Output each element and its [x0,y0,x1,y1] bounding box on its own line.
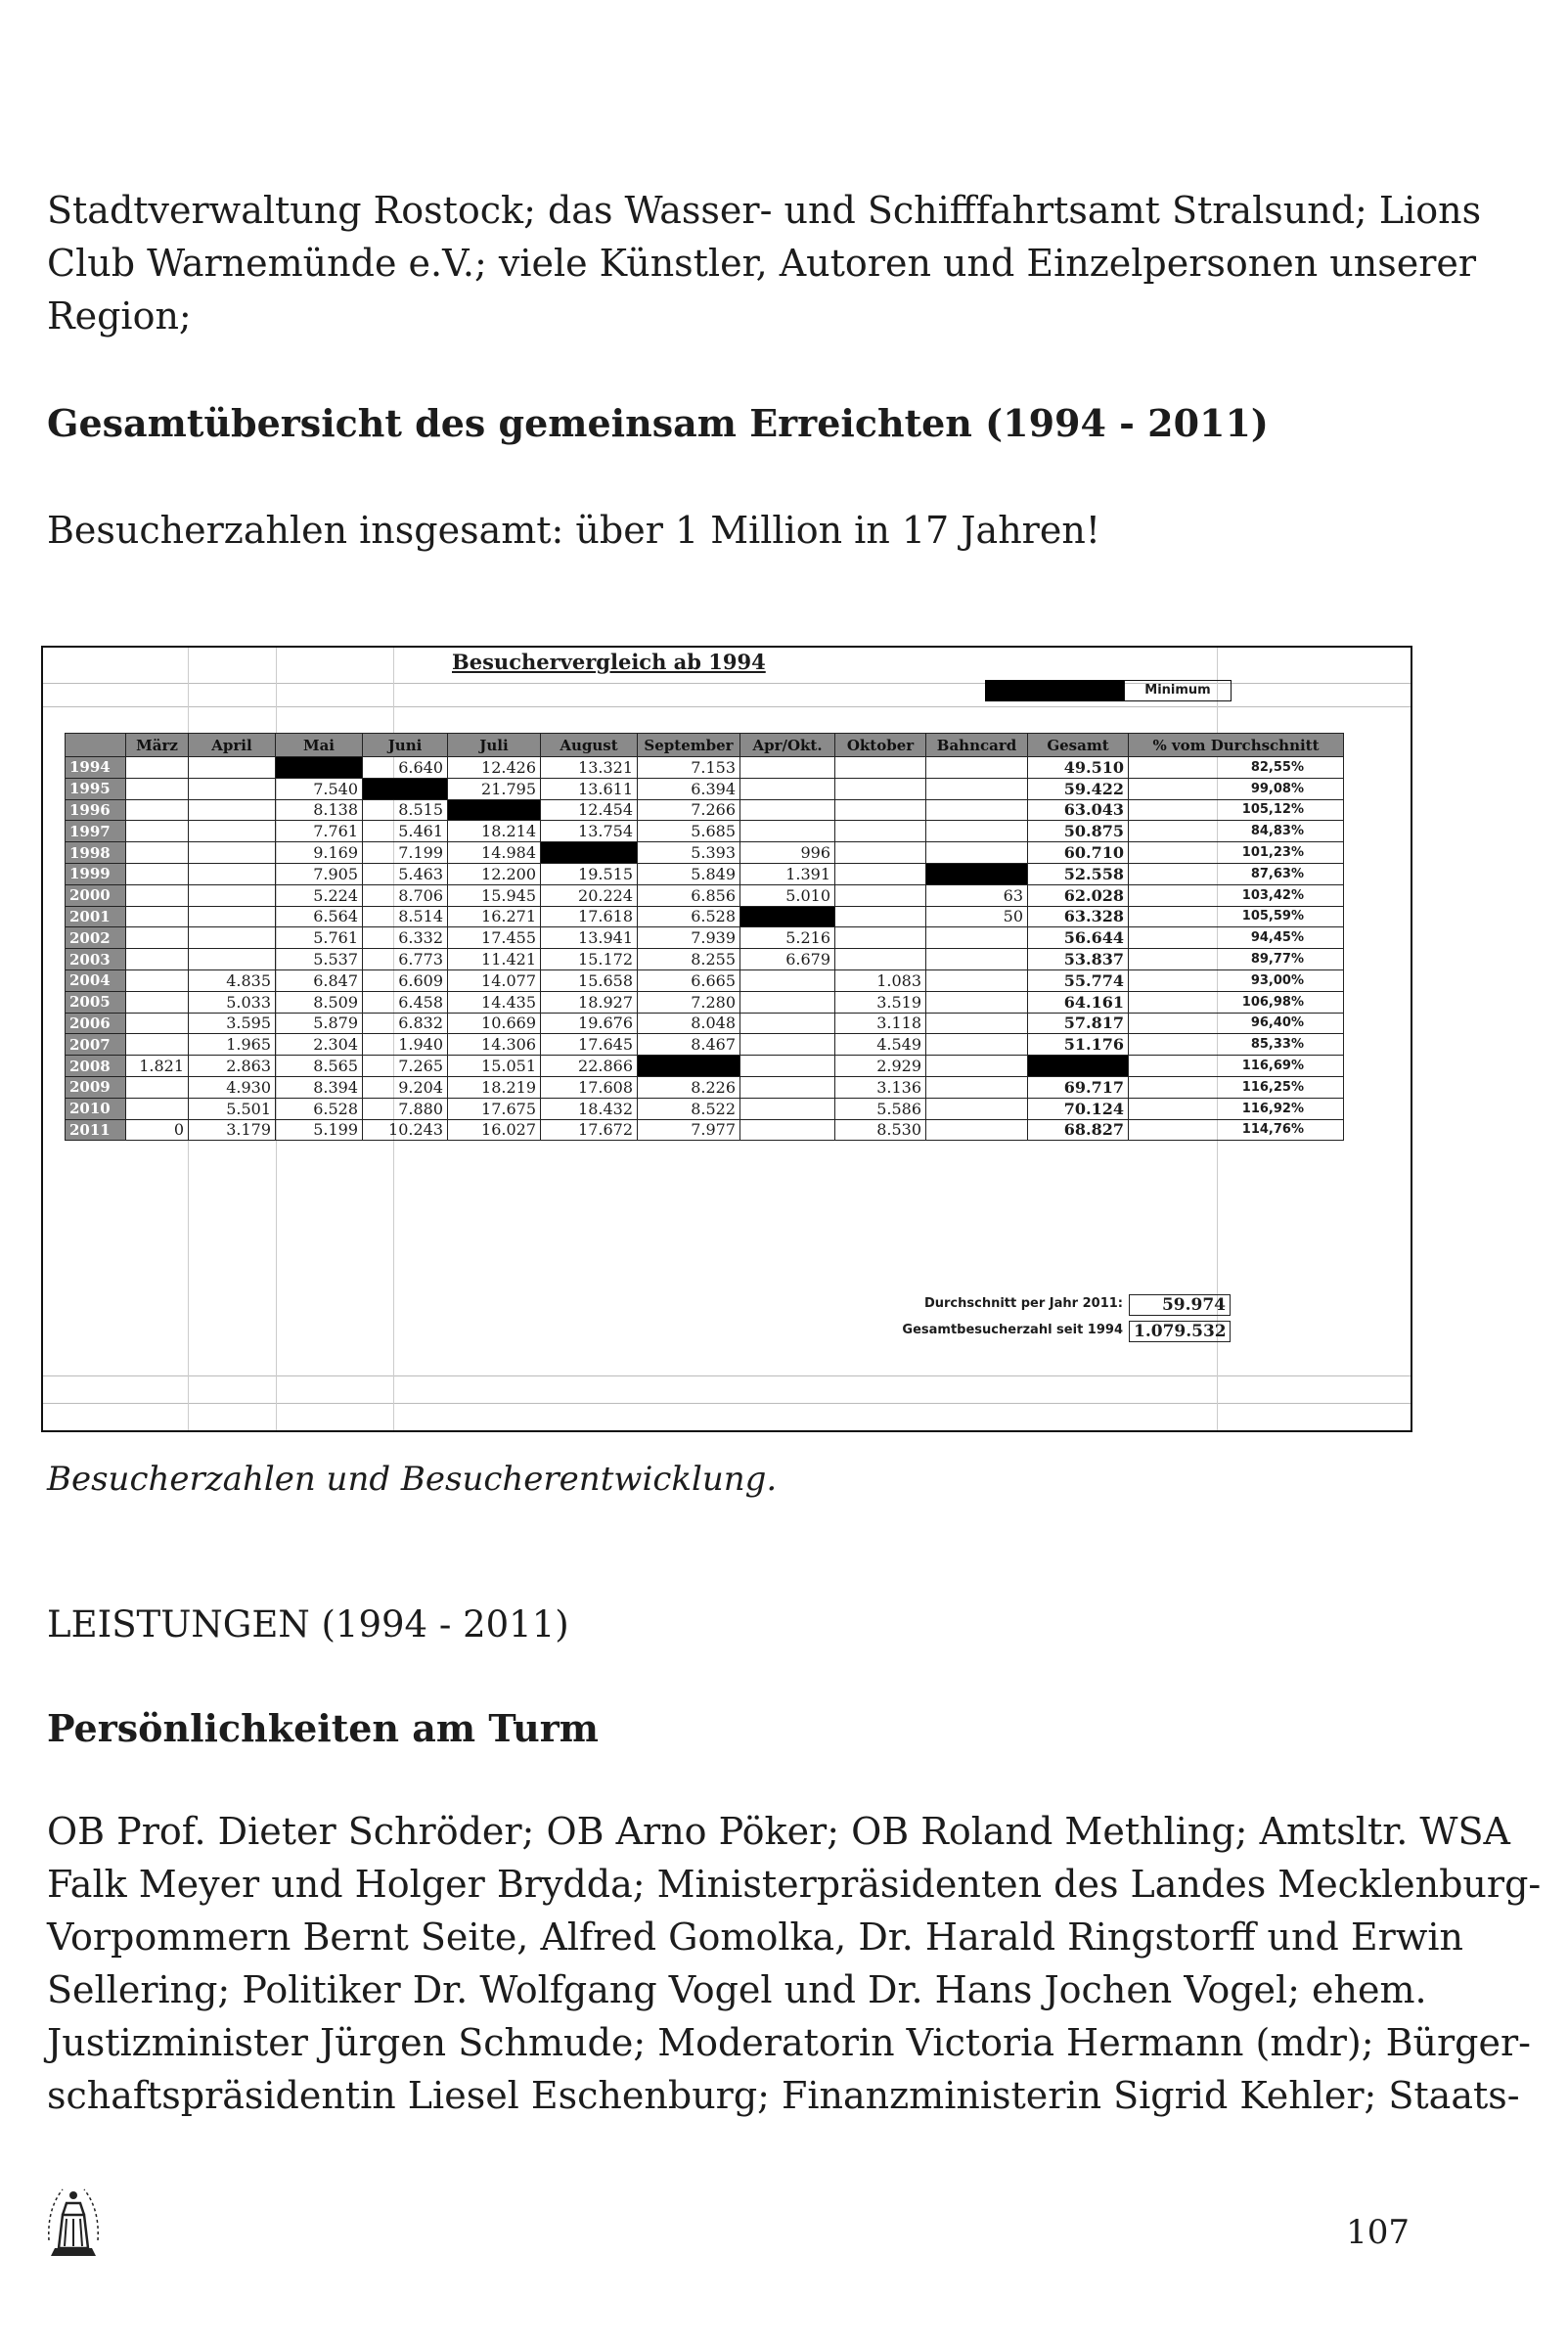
table-cell [126,1076,189,1098]
table-cell [926,1098,1028,1119]
table-header-cell [66,734,126,757]
table-cell [926,927,1028,949]
table-header-cell: Mai [276,734,363,757]
table-cell [740,821,835,842]
table-header-cell: % vom Durchschnitt [1129,734,1344,757]
table-cell [126,991,189,1013]
percent-cell: 105,12% [1129,799,1344,821]
table-row [66,799,1344,821]
table-cell [740,1098,835,1119]
table-cell [835,778,926,799]
table-cell [926,1013,1028,1034]
table-cell: 8.522 [638,1098,740,1119]
table-header-cell: April [189,734,276,757]
table-cell [926,1119,1028,1141]
table-cell [126,863,189,884]
table-row [66,884,1344,906]
table-cell [189,884,276,906]
text-line: Justizminister Jürgen Schmude; Moderatorin Victoria Hermann (mdr); Bürger- [47,2021,1531,2064]
text-line: schaftspräsidentin Liesel Eschenburg; Finanzministerin Sigrid Kehler; Staats- [47,2074,1520,2117]
table-cell: 6.458 [363,991,448,1013]
year-cell: 1994 [66,757,126,779]
overview-heading: Gesamtübersicht des gemeinsam Erreichten (1994 - 2011) [47,401,1269,445]
table-cell: 21.795 [448,778,541,799]
table-row [66,842,1344,864]
table-cell: 14.077 [448,969,541,991]
table-row [66,927,1344,949]
table-cell: 3.118 [835,1013,926,1034]
table-cell [126,799,189,821]
table-row [66,821,1344,842]
minimum-legend-swatch [985,680,1124,701]
percent-cell: 116,92% [1129,1098,1344,1119]
table-cell: 8.565 [276,1056,363,1077]
table-cell [835,927,926,949]
persons-heading: Persönlichkeiten am Turm [47,1706,599,1750]
table-cell: 14.306 [448,1034,541,1056]
total-cell: 51.176 [1028,1034,1129,1056]
table-cell: 5.224 [276,884,363,906]
table-cell [126,778,189,799]
table-cell [740,799,835,821]
table-cell: 7.199 [363,842,448,864]
table-cell [189,949,276,970]
year-cell: 2009 [66,1076,126,1098]
table-cell: 7.880 [363,1098,448,1119]
table-row [66,757,1344,779]
text-line: Vorpommern Bernt Seite, Alfred Gomolka, Dr. Harald Ringstorff und Erwin [47,1916,1463,1959]
percent-cell: 116,25% [1129,1076,1344,1098]
table-cell [126,1034,189,1056]
table-cell: 7.905 [276,863,363,884]
table-cell: 6.394 [638,778,740,799]
year-cell: 2002 [66,927,126,949]
table-cell [189,906,276,927]
table-cell: 17.608 [541,1076,638,1098]
table-cell: 9.169 [276,842,363,864]
table-cell: 14.984 [448,842,541,864]
total-cell: 53.837 [1028,949,1129,970]
table-cell: 8.530 [835,1119,926,1141]
table-cell: 7.265 [363,1056,448,1077]
year-cell: 1998 [66,842,126,864]
table-cell [541,842,638,864]
percent-cell: 94,45% [1129,927,1344,949]
table-cell: 19.515 [541,863,638,884]
table-cell: 13.754 [541,821,638,842]
total-cell: 59.422 [1028,778,1129,799]
table-cell: 5.463 [363,863,448,884]
table-cell [189,799,276,821]
total-cell: 52.558 [1028,863,1129,884]
table-row [66,863,1344,884]
table-cell [126,1098,189,1119]
table-cell: 17.672 [541,1119,638,1141]
table-header-cell: Oktober [835,734,926,757]
table-cell: 8.226 [638,1076,740,1098]
lighthouse-emblem-icon [43,2180,104,2260]
total-cell: 69.717 [1028,1076,1129,1098]
table-cell: 2.304 [276,1034,363,1056]
table-header-cell: Bahncard [926,734,1028,757]
year-cell: 2005 [66,991,126,1013]
table-cell: 20.224 [541,884,638,906]
table-cell: 5.216 [740,927,835,949]
table-cell: 5.010 [740,884,835,906]
total-cell: 56.644 [1028,927,1129,949]
table-cell: 8.048 [638,1013,740,1034]
leistungen-heading: LEISTUNGEN (1994 - 2011) [47,1603,569,1645]
summary-value: 1.079.532 [1129,1321,1231,1342]
table-cell: 8.706 [363,884,448,906]
table-cell [926,969,1028,991]
table-header-cell: Apr/Okt. [740,734,835,757]
table-cell: 0 [126,1119,189,1141]
year-cell: 2004 [66,969,126,991]
total-cell: 57.817 [1028,1013,1129,1034]
table-cell: 10.243 [363,1119,448,1141]
table-cell [926,799,1028,821]
table-cell [740,778,835,799]
minimum-legend-label: Minimum [1124,680,1232,701]
table-cell [835,906,926,927]
text-line: Falk Meyer und Holger Brydda; Ministerpräsidenten des Landes Mecklenburg- [47,1863,1542,1906]
table-cell [126,884,189,906]
table-cell: 15.172 [541,949,638,970]
table-cell [126,906,189,927]
table-cell: 14.435 [448,991,541,1013]
year-cell: 2010 [66,1098,126,1119]
table-cell: 5.685 [638,821,740,842]
table-cell: 18.927 [541,991,638,1013]
table-cell: 11.421 [448,949,541,970]
table-cell: 6.609 [363,969,448,991]
percent-cell: 99,08% [1129,778,1344,799]
table-cell [189,842,276,864]
table-cell: 5.393 [638,842,740,864]
table-cell [126,842,189,864]
table-cell [126,927,189,949]
table-header-row [66,734,1344,757]
table-cell: 18.214 [448,821,541,842]
table-cell: 17.455 [448,927,541,949]
table-cell [189,757,276,779]
total-cell [1028,1056,1129,1077]
percent-cell: 114,76% [1129,1119,1344,1141]
table-cell: 6.564 [276,906,363,927]
table-cell [926,863,1028,884]
table-cell: 5.033 [189,991,276,1013]
summary-label: Gesamtbesucherzahl seit 1994 [902,1323,1123,1337]
table-cell: 13.941 [541,927,638,949]
table-row [66,1119,1344,1141]
table-cell: 8.515 [363,799,448,821]
year-cell: 1999 [66,863,126,884]
table-cell: 7.761 [276,821,363,842]
table-cell [740,1013,835,1034]
total-cell: 70.124 [1028,1098,1129,1119]
table-cell: 17.618 [541,906,638,927]
table-cell: 22.866 [541,1056,638,1077]
table-cell: 6.773 [363,949,448,970]
percent-cell: 89,77% [1129,949,1344,970]
table-cell: 1.965 [189,1034,276,1056]
table-cell: 8.138 [276,799,363,821]
table-cell: 9.204 [363,1076,448,1098]
table-cell [126,969,189,991]
table-cell: 7.153 [638,757,740,779]
intro-paragraph [47,184,1482,342]
summary-value: 59.974 [1129,1294,1231,1316]
table-cell [363,778,448,799]
page-number: 107 [1346,2213,1410,2252]
table-cell: 16.271 [448,906,541,927]
table-cell [926,991,1028,1013]
table-cell: 6.847 [276,969,363,991]
year-cell: 1997 [66,821,126,842]
table-cell: 3.179 [189,1119,276,1141]
table-cell: 3.519 [835,991,926,1013]
percent-cell: 116,69% [1129,1056,1344,1077]
table-cell: 8.467 [638,1034,740,1056]
table-cell: 15.658 [541,969,638,991]
percent-cell: 106,98% [1129,991,1344,1013]
table-row [66,1076,1344,1098]
table-cell [926,842,1028,864]
table-cell [926,1056,1028,1077]
table-cell: 6.528 [276,1098,363,1119]
table-cell [835,757,926,779]
table-cell: 15.051 [448,1056,541,1077]
table-cell: 2.863 [189,1056,276,1077]
table-cell: 8.509 [276,991,363,1013]
table-cell: 5.501 [189,1098,276,1119]
table-cell: 12.426 [448,757,541,779]
table-cell [835,949,926,970]
table-cell: 4.835 [189,969,276,991]
text-line: OB Prof. Dieter Schröder; OB Arno Pöker; OB Roland Methling; Amtsltr. WSA [47,1810,1510,1853]
table-cell [638,1056,740,1077]
table-cell: 8.394 [276,1076,363,1098]
table-header-cell: Gesamt [1028,734,1129,757]
table-cell [189,821,276,842]
table-cell [926,1076,1028,1098]
year-cell: 2003 [66,949,126,970]
summary-label: Durchschnitt per Jahr 2011: [923,1296,1123,1311]
table-cell: 7.266 [638,799,740,821]
table-row [66,778,1344,799]
total-cell: 62.028 [1028,884,1129,906]
year-cell: 1995 [66,778,126,799]
table-cell [835,842,926,864]
table-cell: 10.669 [448,1013,541,1034]
table-row [66,991,1344,1013]
table-cell [740,1056,835,1077]
table-cell: 18.432 [541,1098,638,1119]
table-cell: 15.945 [448,884,541,906]
table-cell: 17.675 [448,1098,541,1119]
table-row [66,1034,1344,1056]
table-cell: 1.821 [126,1056,189,1077]
percent-cell: 87,63% [1129,863,1344,884]
text-line: Stadtverwaltung Rostock; das Wasser- und Schifffahrtsamt Stralsund; Lions [47,189,1482,232]
table-cell: 12.200 [448,863,541,884]
table-cell: 4.549 [835,1034,926,1056]
table-cell: 7.939 [638,927,740,949]
table-cell [189,927,276,949]
table-cell: 7.977 [638,1119,740,1141]
table-cell: 13.321 [541,757,638,779]
table-cell [740,969,835,991]
visitors-line: Besucherzahlen insgesamt: über 1 Million in 17 Jahren! [47,509,1101,552]
table-cell: 5.761 [276,927,363,949]
table-row [66,949,1344,970]
text-line: Sellering; Politiker Dr. Wolfgang Vogel und Dr. Hans Jochen Vogel; ehem. [47,1968,1427,2011]
table-cell: 6.640 [363,757,448,779]
table-row [66,1098,1344,1119]
total-cell: 60.710 [1028,842,1129,864]
year-cell: 2006 [66,1013,126,1034]
table-cell: 6.856 [638,884,740,906]
table-cell [926,949,1028,970]
percent-cell: 93,00% [1129,969,1344,991]
table-cell: 3.595 [189,1013,276,1034]
table-cell [740,1034,835,1056]
table-cell: 3.136 [835,1076,926,1098]
table-cell: 6.332 [363,927,448,949]
table-cell: 1.940 [363,1034,448,1056]
table-cell: 50 [926,906,1028,927]
table-cell: 2.929 [835,1056,926,1077]
table-cell: 8.514 [363,906,448,927]
table-cell [740,1119,835,1141]
table-cell: 6.528 [638,906,740,927]
total-cell: 63.328 [1028,906,1129,927]
table-cell [926,1034,1028,1056]
total-cell: 64.161 [1028,991,1129,1013]
table-cell [126,1013,189,1034]
table-cell [276,757,363,779]
table-cell: 1.083 [835,969,926,991]
table-row [66,906,1344,927]
table-row [66,969,1344,991]
table-cell [448,799,541,821]
table-cell: 18.219 [448,1076,541,1098]
table-header-cell: Juni [363,734,448,757]
table-cell: 4.930 [189,1076,276,1098]
table-row [66,1056,1344,1077]
table-cell [126,757,189,779]
table-cell [835,863,926,884]
year-cell: 2011 [66,1119,126,1141]
percent-cell: 84,83% [1129,821,1344,842]
visitor-table [65,733,1344,1141]
table-caption: Besucherzahlen und Besucherentwicklung. [47,1460,778,1499]
table-cell [189,863,276,884]
table-cell: 996 [740,842,835,864]
table-cell: 7.540 [276,778,363,799]
table-header-cell: März [126,734,189,757]
percent-cell: 101,23% [1129,842,1344,864]
table-cell: 5.586 [835,1098,926,1119]
table-cell: 5.199 [276,1119,363,1141]
percent-cell: 103,42% [1129,884,1344,906]
year-cell: 2007 [66,1034,126,1056]
persons-paragraph [47,1805,1542,2122]
total-cell: 63.043 [1028,799,1129,821]
table-cell [926,778,1028,799]
table-cell: 13.611 [541,778,638,799]
table-cell: 8.255 [638,949,740,970]
percent-cell: 85,33% [1129,1034,1344,1056]
total-cell: 50.875 [1028,821,1129,842]
year-cell: 2000 [66,884,126,906]
table-cell: 16.027 [448,1119,541,1141]
table-header-cell: Juli [448,734,541,757]
table-cell: 5.879 [276,1013,363,1034]
percent-cell: 96,40% [1129,1013,1344,1034]
year-cell: 2008 [66,1056,126,1077]
table-cell [926,821,1028,842]
table-cell: 5.537 [276,949,363,970]
year-cell: 1996 [66,799,126,821]
percent-cell: 105,59% [1129,906,1344,927]
table-cell [740,1076,835,1098]
table-cell: 17.645 [541,1034,638,1056]
table-cell [189,778,276,799]
table-cell [835,821,926,842]
table-header-cell: September [638,734,740,757]
table-cell: 6.665 [638,969,740,991]
table-cell [740,757,835,779]
table-cell: 5.461 [363,821,448,842]
table-cell: 6.679 [740,949,835,970]
percent-cell: 82,55% [1129,757,1344,779]
total-cell: 68.827 [1028,1119,1129,1141]
total-cell: 55.774 [1028,969,1129,991]
table-cell: 7.280 [638,991,740,1013]
table-header-cell: August [541,734,638,757]
table-cell [835,799,926,821]
table-cell [926,757,1028,779]
table-cell [835,884,926,906]
text-line: Club Warnemünde e.V.; viele Künstler, Autoren und Einzelpersonen unserer [47,242,1477,285]
table-cell [126,949,189,970]
table-cell: 12.454 [541,799,638,821]
table-cell: 6.832 [363,1013,448,1034]
year-cell: 2001 [66,906,126,927]
table-cell [740,991,835,1013]
table-cell: 63 [926,884,1028,906]
visitor-comparison-table-scan [41,646,1412,1432]
total-cell: 49.510 [1028,757,1129,779]
table-cell: 5.849 [638,863,740,884]
table-cell: 1.391 [740,863,835,884]
table-title: Besuchervergleich ab 1994 [452,650,766,674]
table-cell [740,906,835,927]
text-line: Region; [47,294,192,338]
table-cell [126,821,189,842]
table-cell: 19.676 [541,1013,638,1034]
table-row [66,1013,1344,1034]
